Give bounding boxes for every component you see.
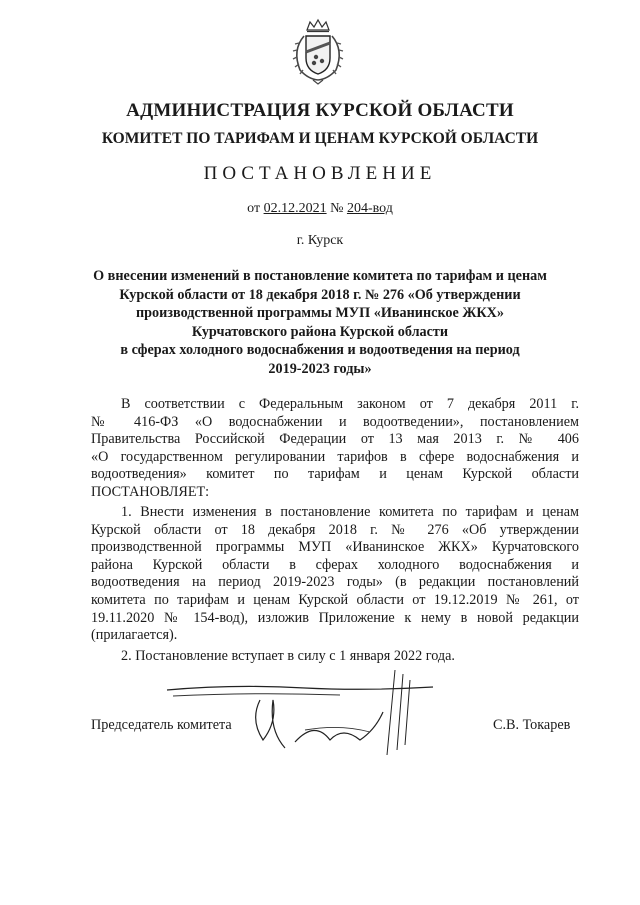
signatory-position: Председатель комитета — [91, 717, 232, 733]
document-type: ПОСТАНОВЛЕНИЕ — [203, 163, 437, 184]
text-line: Курской области от 18 декабря 2018 г. № 276 «Об утверждении — [91, 521, 579, 538]
subject-line: Курчатовского района Курской области — [191, 323, 449, 340]
committee-title: КОМИТЕТ ПО ТАРИФАМ И ЦЕНАМ КУРСКОЙ ОБЛАСТИ — [101, 130, 539, 147]
handwritten-signature — [165, 660, 435, 760]
text-line: водоотведения» комитет по тарифам и ценам Курской области — [91, 466, 579, 483]
signatory-name: С.В. Токарев — [493, 717, 571, 733]
paragraph-item-1 — [91, 504, 579, 645]
text-line: комитета по тарифам и ценам Курской области от 19.12.2019 № 261, от — [91, 591, 579, 608]
document-date: 02.12.2021 — [263, 201, 327, 216]
text-line: района Курской области в сферах холодного водоснабжения и — [91, 556, 579, 573]
text-line: ПОСТАНОВЛЯЕТ: — [91, 483, 210, 500]
document-date-line — [0, 201, 640, 217]
number-sign: № — [330, 201, 344, 216]
coat-of-arms-icon — [283, 16, 353, 86]
text-line: «О государственном регулировании тарифов в сфере водоснабжения и — [91, 448, 579, 465]
text-line: водоотведения на период 2019-2023 годы» (в редакции постановлений — [91, 574, 579, 591]
text-line: (прилагается). — [91, 627, 178, 644]
document-subject — [80, 267, 560, 378]
date-prefix: от — [247, 201, 261, 216]
subject-line: Курской области от 18 декабря 2018 г. № 276 «Об утверждении — [119, 286, 521, 303]
text-line: 1. Внести изменения в постановление комитета по тарифам и ценам — [121, 504, 579, 520]
subject-line: в сферах холодного водоснабжения и водоотведения на период — [120, 342, 520, 358]
organization-title: АДМИНИСТРАЦИЯ КУРСКОЙ ОБЛАСТИ — [126, 100, 514, 121]
text-line: Правительства Российской Федерации от 13 мая 2013 г. № 406 — [91, 431, 579, 448]
text-line: № 416-ФЗ «О водоснабжении и водоотведении», постановлением — [91, 413, 579, 430]
paragraph-preamble — [91, 396, 579, 502]
text-line: производственной программы МУП «Иванинское ЖКХ» Курчатовского — [91, 539, 579, 556]
subject-line: О внесении изменений в постановление комитета по тарифам и ценам — [93, 268, 547, 284]
text-line: В соответствии с Федеральным законом от 7 декабря 2011 г. — [121, 396, 579, 412]
city: г. Курск — [296, 233, 344, 248]
document-number: 204-вод — [346, 201, 393, 216]
subject-line: 2019-2023 годы» — [268, 360, 372, 377]
subject-line: производственной программы МУП «Иванинское ЖКХ» — [135, 305, 505, 321]
text-line: 2. Постановление вступает в силу с 1 января 2022 года. — [121, 648, 455, 664]
text-line: 19.11.2020 № 154-вод), изложив Приложение к нему в новой редакции — [91, 609, 579, 626]
